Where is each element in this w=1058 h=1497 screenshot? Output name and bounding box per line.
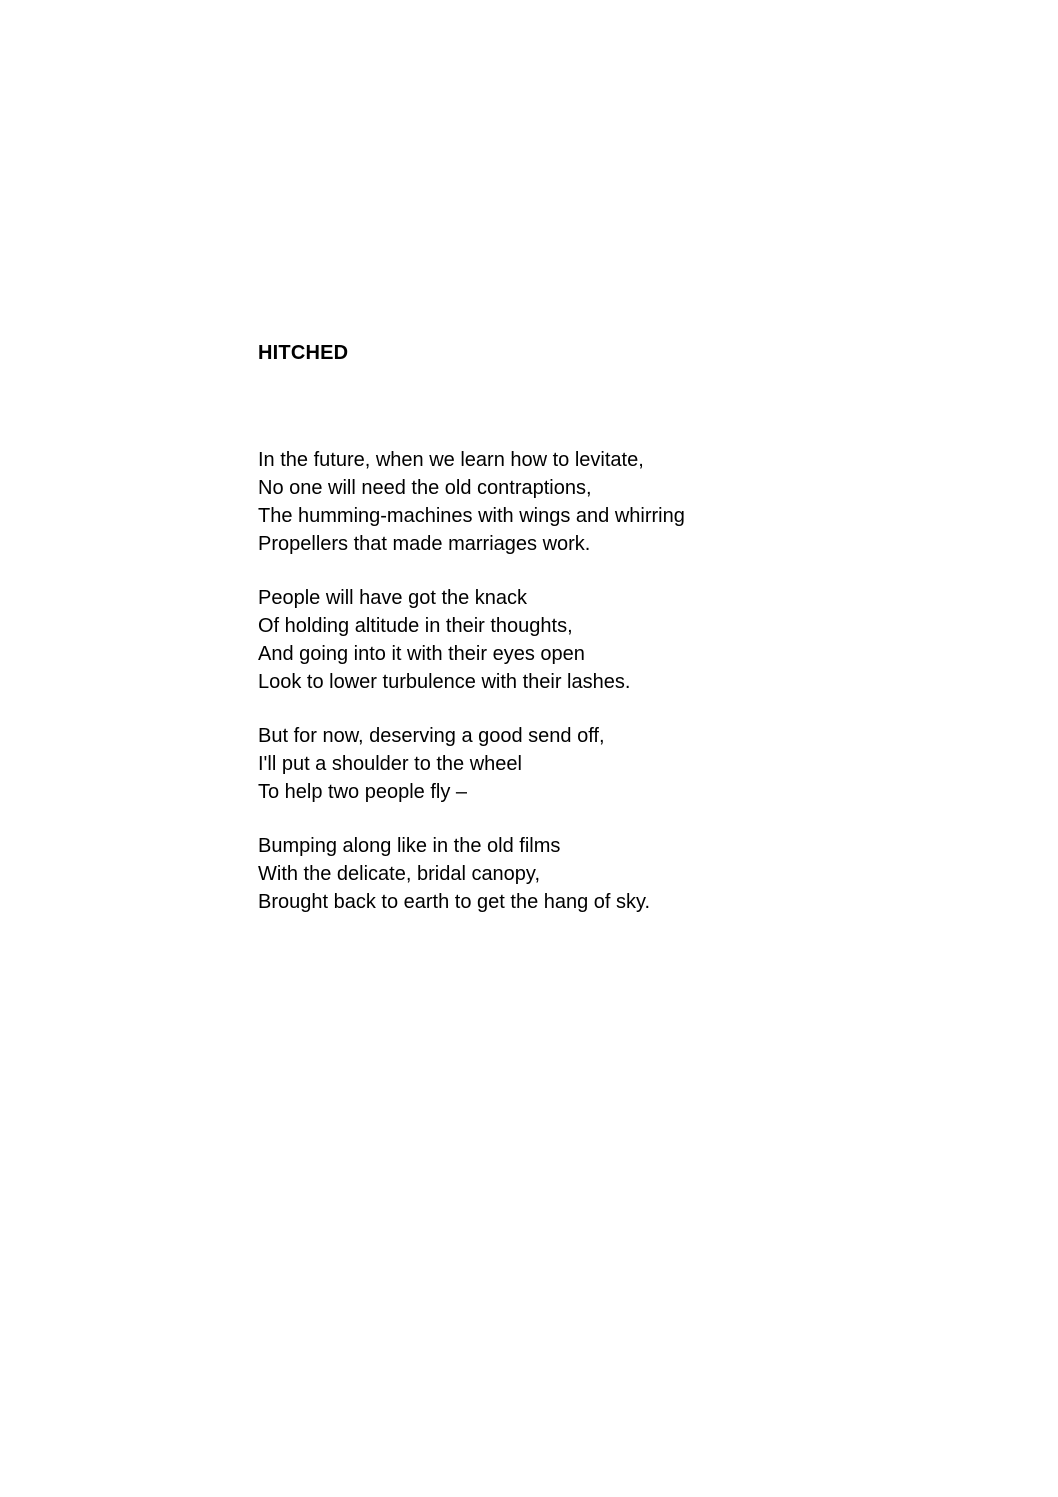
poem-line: No one will need the old contraptions,: [258, 477, 592, 499]
poem-line: Bumping along like in the old films: [258, 835, 561, 857]
poem-line: Look to lower turbulence with their lashes.: [258, 671, 631, 693]
poem-line: In the future, when we learn how to levitate,: [258, 449, 644, 471]
poem-body: [258, 446, 958, 942]
stanza-2: [258, 584, 958, 696]
poem-line: Of holding altitude in their thoughts,: [258, 615, 573, 637]
stanza-3: [258, 722, 958, 806]
stanza-4: [258, 832, 958, 916]
stanza-1: [258, 446, 958, 558]
poem-line: But for now, deserving a good send off,: [258, 725, 605, 747]
poem-line: With the delicate, bridal canopy,: [258, 863, 541, 885]
poem-line: Brought back to earth to get the hang of sky.: [258, 891, 651, 913]
poem-line: People will have got the knack: [258, 587, 528, 609]
poem-line: And going into it with their eyes open: [258, 643, 585, 665]
poem-line: I'll put a shoulder to the wheel: [258, 753, 522, 775]
poem-line: Propellers that made marriages work.: [258, 533, 591, 555]
poem-line: The humming-machines with wings and whirring: [258, 505, 685, 527]
poem-title: HITCHED: [258, 342, 349, 364]
poem-line: To help two people fly –: [258, 781, 468, 803]
